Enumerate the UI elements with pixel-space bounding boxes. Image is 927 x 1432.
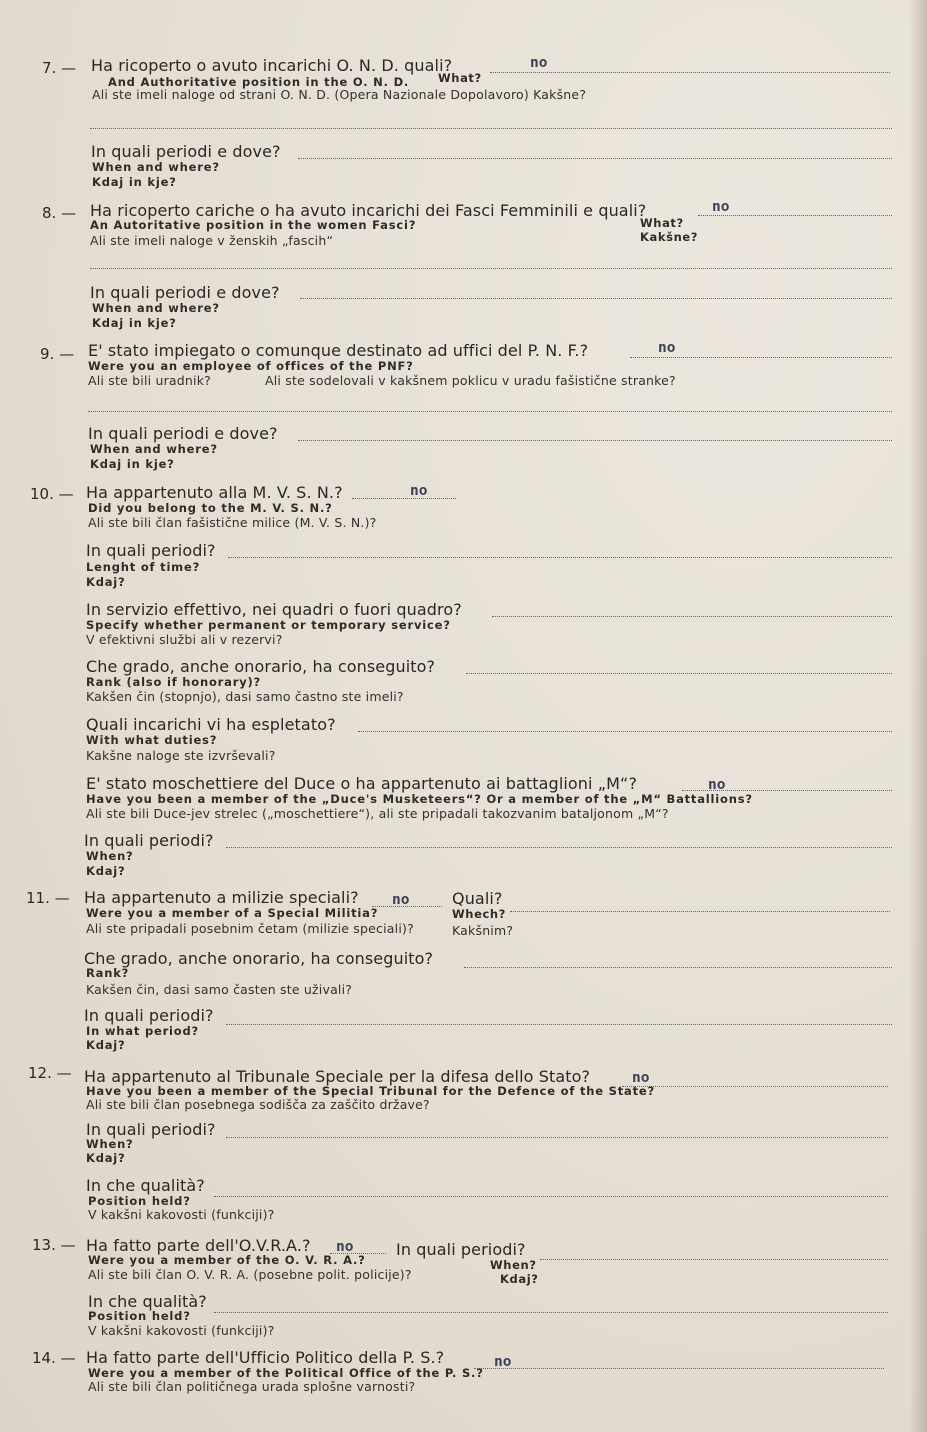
answer-line [622,1086,888,1087]
answer-value[interactable]: no [410,483,428,499]
question-text-sl: Ali ste bili član fašistične milice (M. V. S. N.)? [88,515,377,530]
question-text-en: Were you a member of a Special Militia? [86,906,379,920]
answer-value[interactable]: no [392,892,410,908]
question-text-it: Ha fatto parte dell'O.V.R.A.? [86,1236,311,1255]
question-text-en-what: What? [438,71,482,85]
sub-a-label-en: Rank? [86,966,130,980]
period-label-en: When and where? [92,160,220,174]
sub-a-line[interactable] [214,1312,888,1313]
period-label-it: In quali periodi e dove? [91,142,281,161]
sub-f-line[interactable] [226,847,892,848]
sub-a-line[interactable] [464,967,892,968]
sub-e-label-sl: Ali ste bili Duce-jev strelec („moschettiere“), ali ste pripadali takozvanim bataljonom „M“? [86,806,669,821]
sub-a-label-it: In quali periodi? [86,541,216,560]
question-text-sl-what: Kakšne? [640,230,699,244]
question-text-it: Ha ricoperto cariche o ha avuto incarichi dei Fasci Femminili e quali? [90,201,647,220]
question-number: 13. — [32,1236,76,1254]
sub-b-line[interactable] [214,1196,888,1197]
sub-c-label-sl: Kakšen čin (stopnjo), dasi samo častno ste imeli? [86,689,404,704]
sub-d-label-it: Quali incarichi vi ha espletato? [86,715,336,734]
answer-line [352,498,456,499]
question-text-sl: Ali ste pripadali posebnim četam (milizie speciali)? [86,921,414,936]
sub-e-label-it: E' stato moschettiere del Duce o ha appartenuto ai battaglioni „M“? [86,774,638,793]
which-label-sl: Kakšnim? [452,923,514,938]
question-text-it: Ha appartenuto alla M. V. S. N.? [86,483,343,502]
sub-f-label-en: When? [86,849,134,863]
question-number: 11. — [26,889,70,907]
sub-a-label-sl: V kakšni kakovosti (funkciji)? [88,1323,275,1338]
answer-line [490,72,890,73]
period-line[interactable] [298,158,892,159]
sub-b-line[interactable] [492,616,892,617]
question-number: 10. — [30,485,74,503]
page-edge-shadow [909,0,927,1432]
sub-a-line[interactable] [228,557,892,558]
period-line[interactable] [300,298,892,299]
answer-line [474,1368,884,1369]
period-label-en: When and where? [90,442,218,456]
sub-c-label-it: Che grado, anche onorario, ha conseguito? [86,657,436,676]
period-label-sl: Kdaj in kje? [92,316,177,330]
sub-f-label-sl: Kdaj? [86,864,126,878]
question-text-en: An Autoritative position in the women Fasci? [90,218,417,232]
sub-b-label-sl: V kakšni kakovosti (funkciji)? [88,1207,275,1222]
question-text-sl: Ali ste bili član posebnega sodišča za zaščito države? [86,1097,430,1112]
sub-c-line[interactable] [466,673,892,674]
question-text-it: Ha appartenuto al Tribunale Speciale per la difesa dello Stato? [84,1067,591,1086]
sub-a-label-it: In quali periodi? [86,1120,216,1139]
period-line[interactable] [298,440,892,441]
question-text-sl-a: Ali ste bili uradnik? [88,373,211,388]
sub-b-line[interactable] [226,1024,892,1025]
period-label-it: In quali periodi? [396,1240,526,1259]
question-number: 9. — [40,345,75,363]
answer-line [630,357,892,358]
answer-value[interactable]: no [658,340,676,356]
period-label-sl: Kdaj? [500,1272,539,1286]
sub-b-label-en: In what period? [86,1024,199,1038]
sub-d-label-sl: Kakšne naloge ste izvrševali? [86,748,276,763]
period-label-it: In quali periodi e dove? [90,283,280,302]
answer-line [698,215,892,216]
question-text-en: Were you an employee of offices of the PNF? [88,359,414,373]
answer-value[interactable]: no [712,199,730,215]
answer-value[interactable]: no [530,55,548,71]
sub-b-label-it: In servizio effettivo, nei quadri o fuori quadro? [86,600,462,619]
sub-c-label-en: Rank (also if honorary)? [86,675,262,689]
sub-a-label-it: In che qualità? [88,1292,207,1311]
question-text-sl-b: Ali ste sodelovali v kakšnem poklicu v uradu fašistične stranke? [265,373,676,388]
answer-line [90,128,892,129]
sub-a-label-it: Che grado, anche onorario, ha conseguito? [84,949,434,968]
question-text-sl: Ali ste imeli naloge od strani O. N. D. (Opera Nazionale Dopolavoro) Kakšne? [92,87,587,102]
sub-a-label-en: Lenght of time? [86,560,201,574]
period-line[interactable] [540,1259,888,1260]
question-text-it: Ha fatto parte dell'Ufficio Politico della P. S.? [86,1348,445,1367]
which-label-en: Whech? [452,907,506,921]
answer-value[interactable]: no [632,1070,650,1086]
answer-line [90,268,892,269]
question-text-en-what: What? [640,216,684,230]
sub-b-label-it: In che qualità? [86,1176,205,1195]
question-text-en: Have you been a member of the Special Tribunal for the Defence of the State? [86,1084,655,1098]
question-text-sl: Ali ste bili član političnega urada splošne varnosti? [88,1379,416,1394]
sub-d-label-en: With what duties? [86,733,218,747]
sub-b-label-en: Specify whether permanent or temporary service? [86,618,451,632]
question-text-en: Were you a member of the Political Office of the P. S.? [88,1366,484,1380]
sub-a-label-sl: Kakšen čin, dasi samo časten ste uživali? [86,982,353,997]
question-text-it: Ha appartenuto a milizie speciali? [84,888,359,907]
sub-d-line[interactable] [358,731,892,732]
period-label-it: In quali periodi e dove? [88,424,278,443]
sub-a-line[interactable] [226,1137,888,1138]
sub-a-label-en: When? [86,1137,134,1151]
question-number: 12. — [28,1064,72,1082]
sub-a-label-sl: Kdaj? [86,1151,126,1165]
period-label-sl: Kdaj in kje? [92,175,177,189]
sub-b-label-sl: V efektivni službi ali v rezervi? [86,632,283,647]
sub-b-label-sl: Kdaj? [86,1038,126,1052]
which-label-it: Quali? [452,889,503,908]
sub-f-label-it: In quali periodi? [84,831,214,850]
sub-a-label-sl: Kdaj? [86,575,126,589]
question-text-it: E' stato impiegato o comunque destinato ad uffici del P. N. F.? [88,341,589,360]
question-text-it: Ha ricoperto o avuto incarichi O. N. D. quali? [91,56,453,75]
question-number: 14. — [32,1349,76,1367]
period-label-sl: Kdaj in kje? [90,457,175,471]
question-number: 7. — [42,59,77,77]
period-label-en: When and where? [92,301,220,315]
answer-value[interactable]: no [494,1354,512,1370]
question-number: 8. — [42,204,77,222]
sub-a-label-en: Position held? [88,1309,191,1323]
question-text-sl: Ali ste bili član O. V. R. A. (posebne polit. policije)? [88,1267,412,1282]
sub-e-label-en: Have you been a member of the „Duce's Musketeers“? Or a member of the „M“ Battallions? [86,792,753,806]
period-label-en: When? [490,1258,537,1272]
sub-b-label-it: In quali periodi? [84,1006,214,1025]
question-text-en: Did you belong to the M. V. S. N.? [88,501,333,515]
which-line[interactable] [510,911,890,912]
question-text-sl: Ali ste imeli naloge v ženskih „fascih“ [90,233,334,248]
sub-b-label-en: Position held? [88,1194,191,1208]
question-text-en: And Authoritative position in the O. N. D. [108,75,410,89]
answer-line [88,411,892,412]
question-text-en: Were you a member of the O. V. R. A.? [88,1253,366,1267]
sub-e-answer[interactable]: no [708,777,726,793]
answer-value[interactable]: no [336,1239,354,1255]
